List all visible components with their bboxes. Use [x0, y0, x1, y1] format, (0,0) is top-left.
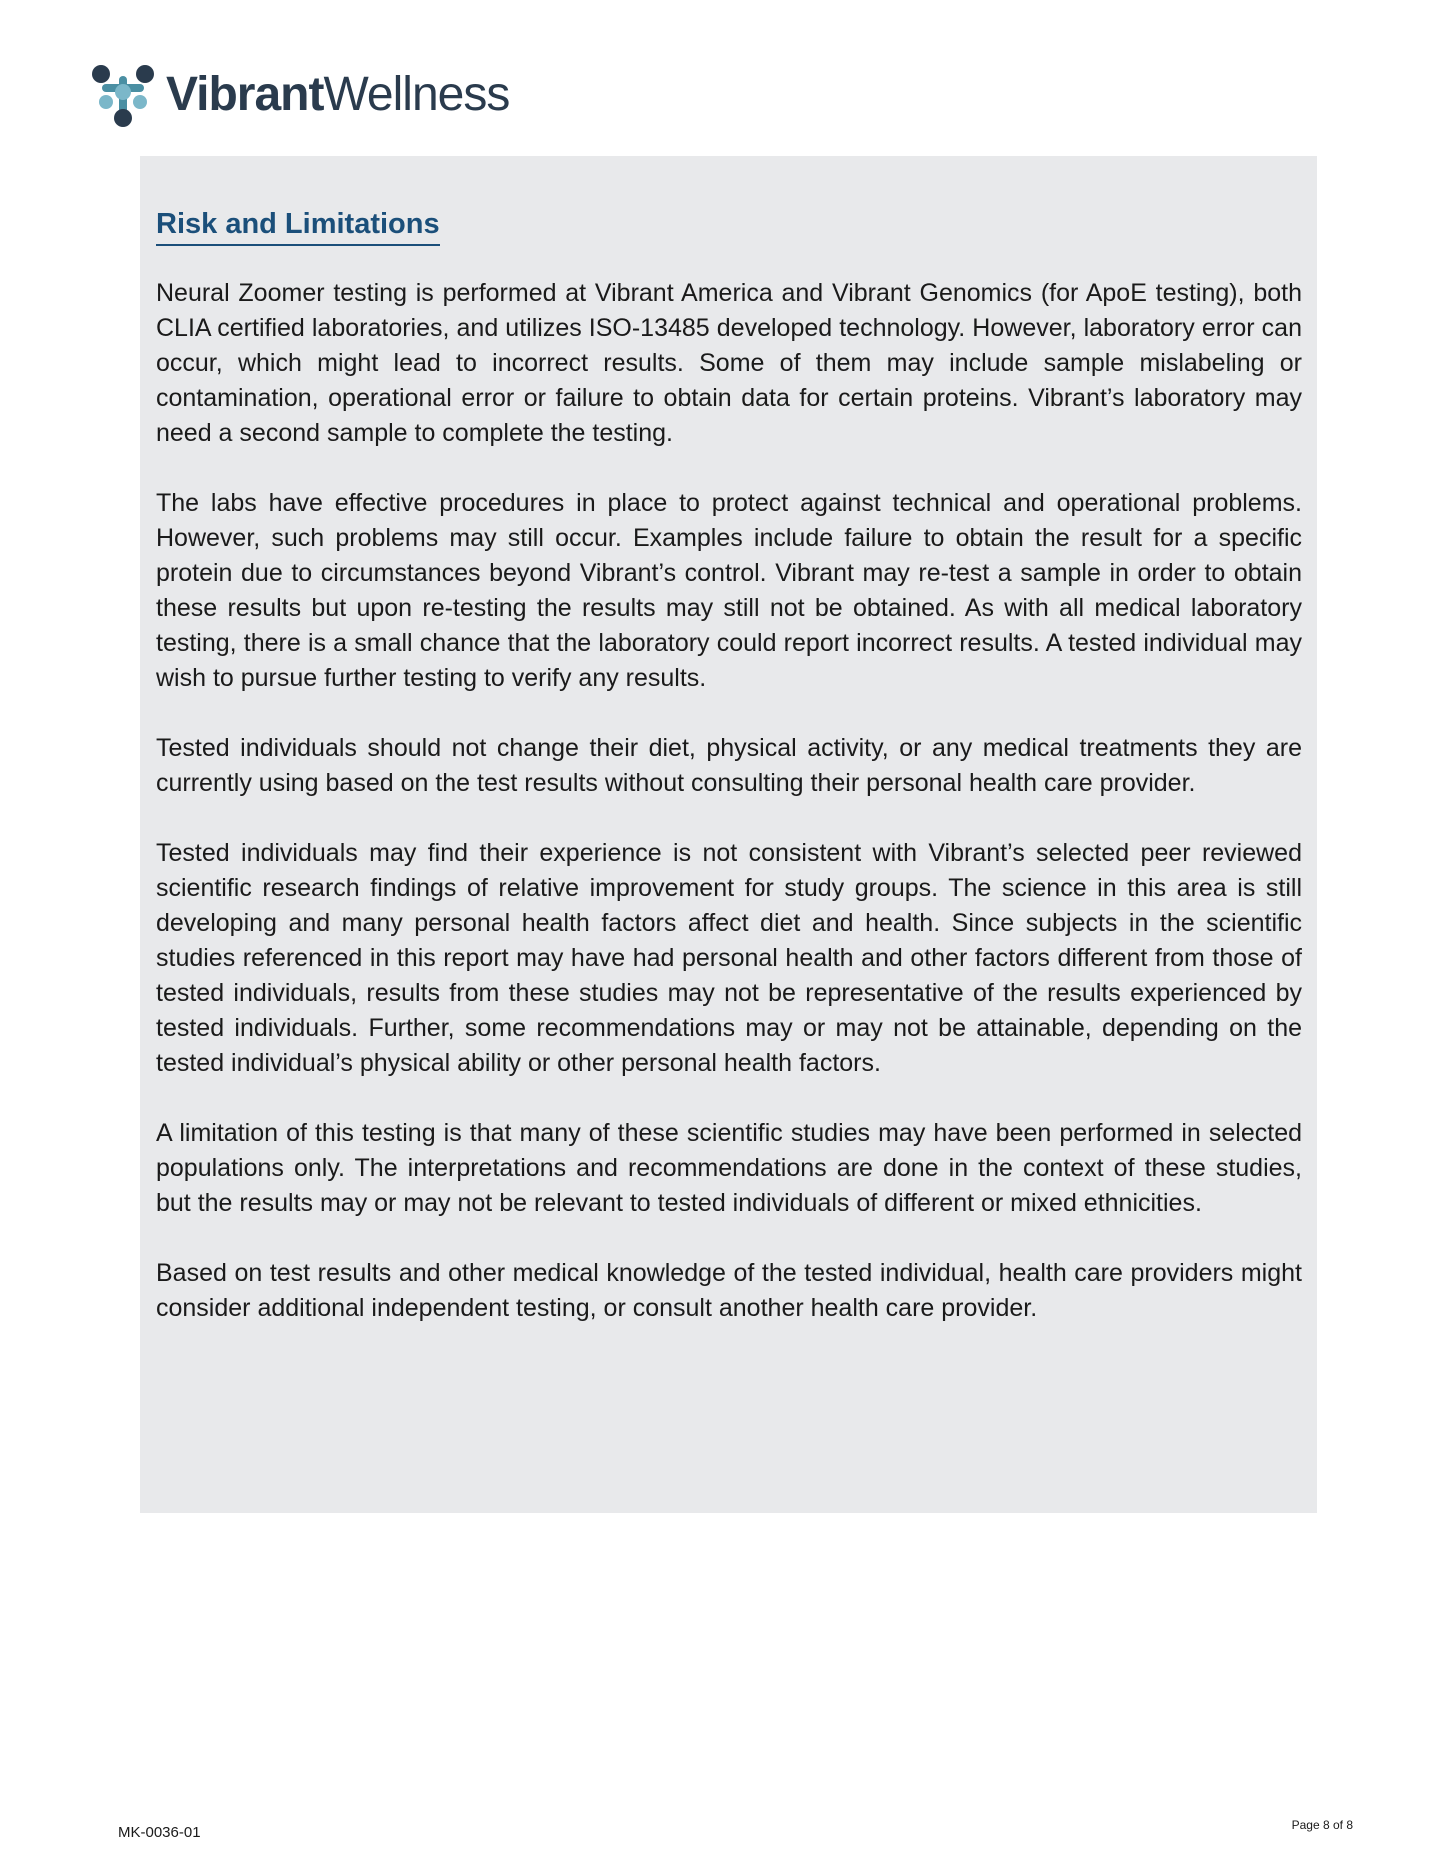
paragraph-lab-testing: Neural Zoomer testing is performed at Vibrant America and Vibrant Genomics (for ApoE testing), both CLIA certified laboratories, and utilizes ISO-13485 developed technology. However, laboratory error can occur, which might lead to incorrect results. Some of them may include sample mislabeling or contamination, operational error or failure to obtain data for certain proteins. Vibrant’s laboratory may need a second sample to complete the testing.	[156, 279, 1302, 447]
logo-wordmark	[166, 68, 510, 121]
risk-limitations-panel	[140, 156, 1317, 1513]
vibrant-wellness-logo	[90, 60, 509, 130]
paragraph-no-changes: Tested individuals should not change their diet, physical activity, or any medical treatments they are currently using based on the test results without consulting their personal health care provider.	[156, 734, 1302, 797]
document-code: MK-0036-01	[118, 1824, 201, 1841]
vibrant-logo-icon	[90, 62, 156, 128]
logo-wordmark-light: Wellness	[323, 68, 510, 121]
paragraph-populations: A limitation of this testing is that many of these scientific studies may have been performed in selected populations only. The interpretations and recommendations are done in the context of these studies, but the results may or may not be relevant to tested individuals of different or mixed ethnicities.	[156, 1119, 1302, 1217]
section-body	[156, 276, 1302, 1361]
page-number: Page 8 of 8	[1291, 1818, 1353, 1832]
paragraph-providers: Based on test results and other medical knowledge of the tested individual, health care providers might consider additional independent testing, or consult another health care provider.	[156, 1259, 1302, 1322]
logo-wordmark-bold: Vibrant	[166, 68, 324, 121]
section-title: Risk and Limitations	[156, 206, 440, 246]
paragraph-experience: Tested individuals may find their experience is not consistent with Vibrant’s selected peer reviewed scientific research findings of relative improvement for study groups. The science in this area is still developing and many personal health factors affect diet and health. Since subjects in the scientific studies referenced in this report may have had personal health and other factors different from those of tested individuals, results from these studies may not be representative of the results experienced by tested individuals. Further, some recommendations may or may not be attainable, depending on the tested individual’s physical ability or other personal health factors.	[156, 839, 1302, 1077]
paragraph-procedures: The labs have effective procedures in place to protect against technical and operational problems. However, such problems may still occur. Examples include failure to obtain the result for a specific protein due to circumstances beyond Vibrant’s control. Vibrant may re-test a sample in order to obtain these results but upon re-testing the results may still not be obtained. As with all medical laboratory testing, there is a small chance that the laboratory could report incorrect results. A tested individual may wish to pursue further testing to verify any results.	[156, 489, 1302, 692]
